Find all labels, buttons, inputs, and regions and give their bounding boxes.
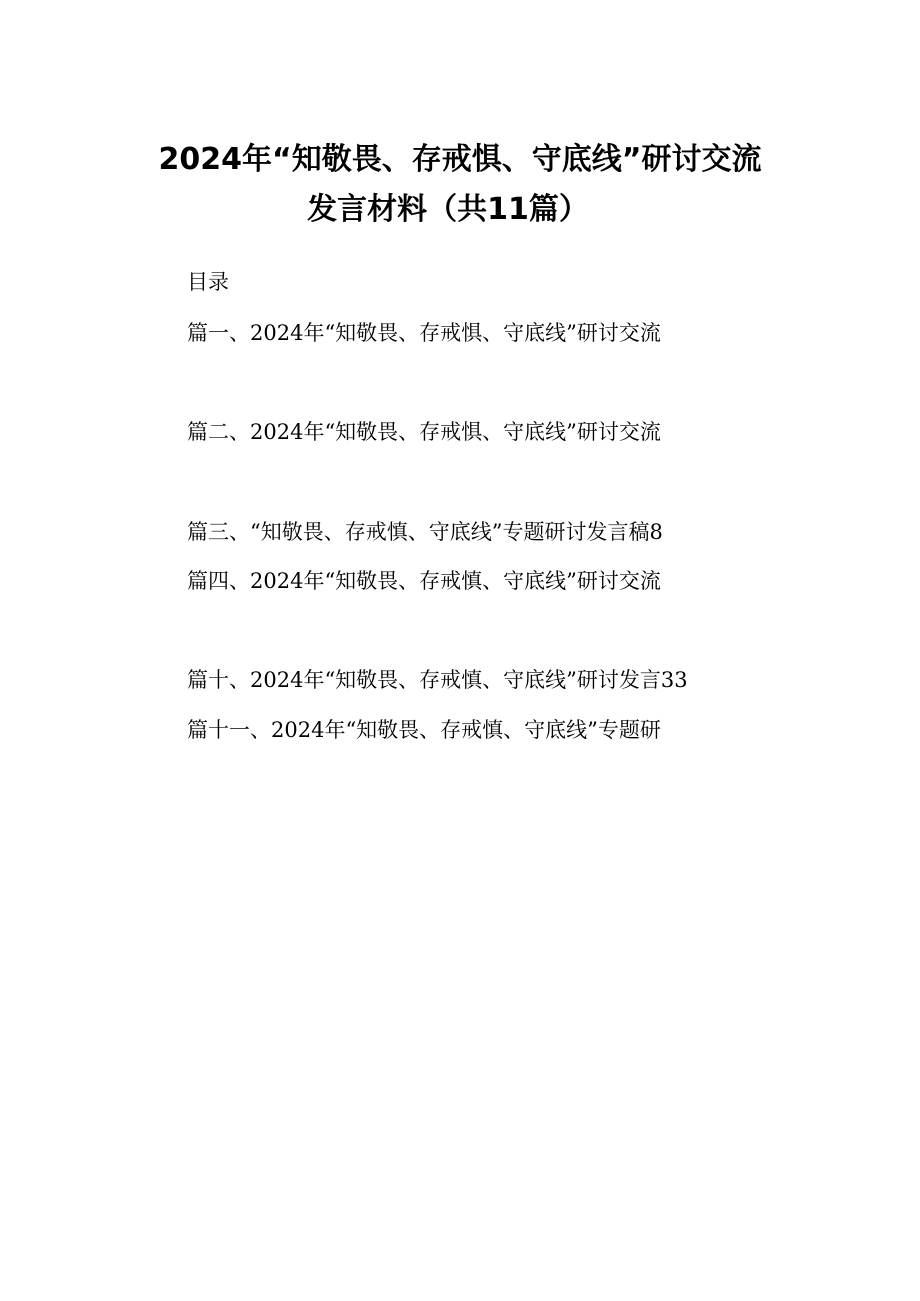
document-title-line-2: 发言材料（共11篇）: [307, 192, 589, 227]
toc-item-4[interactable]: 篇四、2024年“知敬畏、存戒慎、守底线”研讨交流: [187, 569, 661, 593]
toc-item-1[interactable]: 篇一、2024年“知敬畏、存戒惧、守底线”研讨交流: [187, 321, 661, 345]
toc-item-2[interactable]: 篇二、2024年“知敬畏、存戒惧、守底线”研讨交流: [187, 420, 661, 444]
toc-item-3[interactable]: 篇三、“知敬畏、存戒慎、守底线”专题研讨发言稿8: [187, 520, 663, 544]
toc-item-10[interactable]: 篇十、2024年“知敬畏、存戒慎、守底线”研讨发言33: [187, 668, 688, 692]
document-title-line-1: 2024年“知敬畏、存戒惧、守底线”研讨交流: [158, 142, 762, 177]
toc-heading: 目录: [187, 270, 229, 294]
toc-item-11[interactable]: 篇十一、2024年“知敬畏、存戒慎、守底线”专题研: [187, 718, 661, 742]
